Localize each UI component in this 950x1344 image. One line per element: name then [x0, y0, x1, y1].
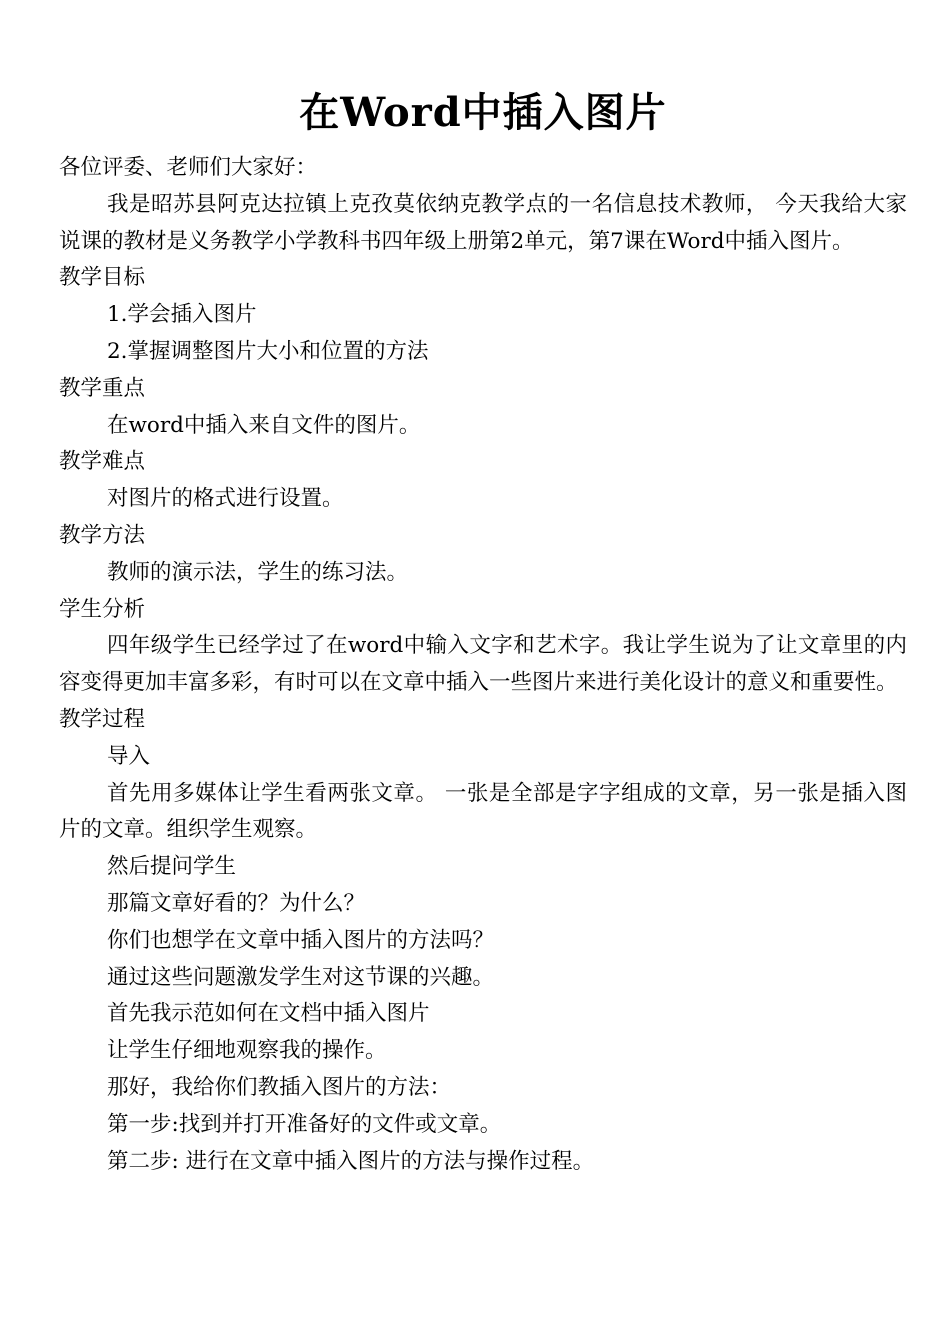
section-heading: 教学方法 [59, 522, 146, 548]
section-heading: 各位评委、老师们大家好： [59, 155, 318, 180]
body-paragraph: 我是昭苏县阿克达拉镇上克孜莫依纳克教学点的一名信息技术教师， 今天我给大家说课的教材是义务教学小学教科书四年级上册第2单元，第7课在Word中插入图片。 [59, 191, 907, 254]
document-title: 在Word中插入图片 [299, 89, 667, 136]
document-page [59, 86, 907, 1180]
section-heading: 教学重点 [59, 375, 146, 401]
body-paragraph: 对图片的格式进行设置。 [107, 486, 344, 512]
body-paragraph: 导入 [107, 743, 151, 769]
body-paragraph: 1.学会插入图片 [107, 302, 257, 328]
body-paragraph: 2.掌握调整图片大小和位置的方法 [107, 338, 429, 364]
section-heading: 学生分析 [59, 596, 146, 622]
body-paragraph: 四年级学生已经学过了在word中输入文字和艺术字。我让学生说为了让文章里的内容变得更加丰富多彩，有时可以在文章中插入一些图片来进行美化设计的意义和重要性。 [59, 633, 907, 696]
section-heading: 教学过程 [59, 706, 146, 732]
body-paragraph: 第一步:找到并打开准备好的文件或文章。 [107, 1111, 502, 1137]
section-heading: 教学难点 [59, 449, 146, 475]
document-body [59, 150, 907, 1180]
body-paragraph: 通过这些问题激发学生对这节课的兴趣。 [107, 964, 495, 990]
body-paragraph: 那篇文章好看的？为什么？ [107, 890, 366, 916]
body-paragraph: 然后提问学生 [107, 854, 237, 880]
section-heading: 教学目标 [59, 265, 146, 291]
body-paragraph: 那好，我给你们教插入图片的方法： [107, 1074, 452, 1100]
body-paragraph: 第二步: 进行在文章中插入图片的方法与操作过程。 [107, 1148, 595, 1174]
body-paragraph: 你们也想学在文章中插入图片的方法吗？ [107, 927, 495, 953]
body-paragraph: 让学生仔细地观察我的操作。 [107, 1038, 387, 1064]
body-paragraph: 首先用多媒体让学生看两张文章。 一张是全部是字字组成的文章，另一张是插入图片的文章。组织学生观察。 [59, 780, 907, 843]
body-paragraph: 教师的演示法，学生的练习法。 [107, 559, 409, 585]
body-paragraph: 在word中插入来自文件的图片。 [107, 412, 421, 438]
body-paragraph: 首先我示范如何在文档中插入图片 [107, 1001, 430, 1027]
